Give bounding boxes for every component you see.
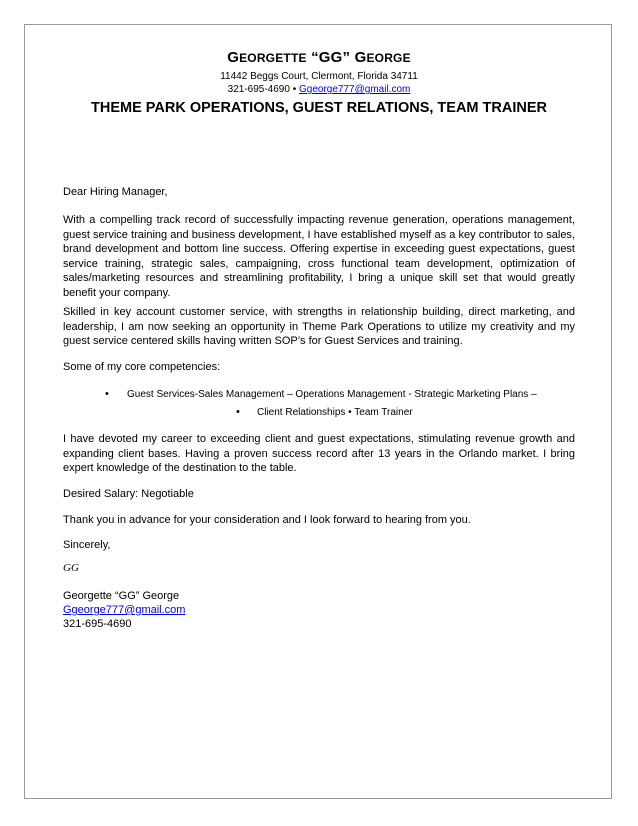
- competencies-line-2: Client Relationships • Team Trainer: [257, 407, 413, 418]
- address-line: 11442 Beggs Court, Clermont, Florida 34711: [220, 71, 418, 82]
- applicant-name: [0, 49, 638, 66]
- header-phone: 321-695-4690: [227, 84, 290, 95]
- name-last-rest: EORGE: [366, 51, 411, 65]
- sender-phone: 321-695-4690: [63, 618, 132, 630]
- closing-thanks: Thank you in advance for your consideration and I look forward to hearing from you.: [63, 514, 471, 526]
- desired-salary: Desired Salary: Negotiable: [63, 488, 194, 500]
- paragraph-skills: Skilled in key account customer service, with strengths in relationship building, direct marketing, and leadership, I am now seeking an opportunity in Theme Park Operations to utilize my creativity and my guest service centered skills having written SOP’s for Guest Services and training.: [63, 306, 575, 347]
- header-email-link[interactable]: Ggeorge777@gmail.com: [299, 84, 411, 95]
- name-initial-first: G: [227, 49, 240, 66]
- competencies-intro: Some of my core competencies:: [63, 361, 221, 373]
- paragraph-intro: With a compelling track record of successfully impacting revenue generation, operations management, guest service training and business development, I have established myself as a key contributor to sales, brand development and bottom line success. Offering expertise in exceeding guest expectations, guest service training, strategic sales, campaigning, cross functional team development, optimization of sales/marketing resources and streamlining profitability, I bring a unique skill set that would greatly benefit your company.: [63, 214, 575, 299]
- closing-sincerely: Sincerely,: [63, 539, 111, 551]
- competency-bullet-2: •: [236, 406, 240, 418]
- signature: GG: [63, 562, 79, 574]
- competencies-line-1: Guest Services-Sales Management – Operations Management - Strategic Marketing Plans –: [127, 389, 537, 400]
- name-first-rest: EORGETTE: [239, 51, 307, 65]
- salutation: Dear Hiring Manager,: [63, 186, 168, 198]
- paragraph-experience: I have devoted my career to exceeding client and guest expectations, stimulating revenue growth and expanding client bases. Having a proven success record after 13 years in the Orlando market. I bring expert knowledge of the destination to the table.: [63, 433, 575, 474]
- competency-bullet-1: •: [105, 388, 109, 400]
- contact-line: [0, 84, 638, 95]
- name-initial-last: G: [354, 49, 367, 66]
- separator-bullet: •: [292, 84, 297, 95]
- headline: THEME PARK OPERATIONS, GUEST RELATIONS, TEAM TRAINER: [91, 100, 547, 116]
- sender-name: Georgette “GG” George: [63, 590, 180, 602]
- sender-email-block: [63, 603, 575, 618]
- sender-email-link[interactable]: Ggeorge777@gmail.com: [63, 604, 186, 616]
- name-nickname: “GG”: [311, 49, 351, 66]
